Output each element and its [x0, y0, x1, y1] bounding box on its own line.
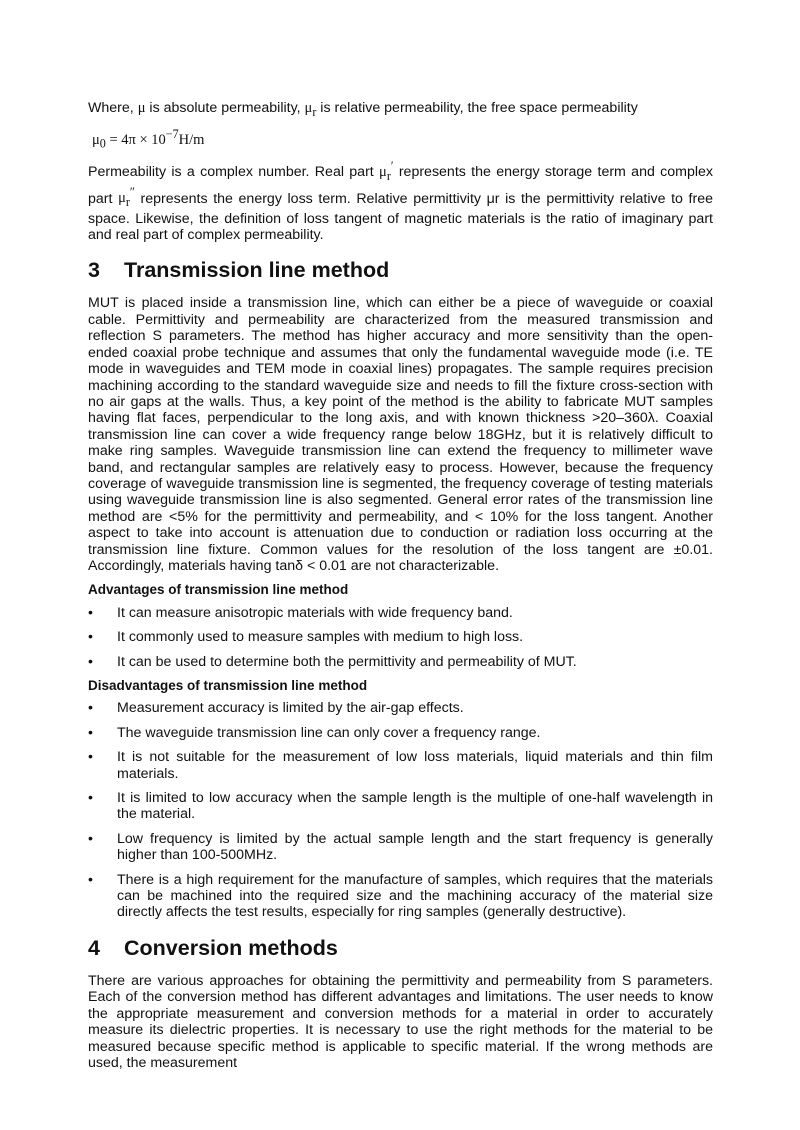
section-3-title: Transmission line method	[124, 258, 390, 283]
permeability-formula: $\mu_0 = 4\pi \times 10^{-7}H/m$	[92, 127, 205, 152]
complex-permeability-paragraph: Permeability is a complex number. Real part $\mu_r'$ represents the energy storage term and complex part $\mu_r''$ represents the energy loss term. Relative permittivity μr is the permittivity relative to free space. Likewise, the definition of loss tangent of magnetic materials is the ratio of imaginary part and real part of complex permeability.	[88, 159, 713, 244]
mu-r-subscript: r	[312, 104, 317, 119]
list-item: • It can be used to determine both the permittivity and permeability of MUT.	[88, 653, 577, 670]
list-item: • It can measure anisotropic materials with wide frequency band.	[88, 604, 513, 621]
list-item: • It is limited to low accuracy when the sample length is the multiple of one-half wavelength in the material.	[88, 790, 713, 823]
mu-r-prime-symbol: $\mu_r'$	[379, 159, 394, 184]
list-item: • The waveguide transmission line can only cover a frequency range.	[88, 724, 541, 741]
section-4-number: 4	[88, 935, 100, 960]
mu-r-symbol: $\mu_r$	[304, 100, 317, 119]
mu-symbol: μ	[137, 100, 146, 116]
where-text-3: is relative permeability, the free space permeability	[320, 100, 638, 116]
section-3-number: 3	[88, 258, 100, 283]
list-item: • Measurement accuracy is limited by the air-gap effects.	[88, 700, 464, 717]
section-3-heading	[88, 257, 713, 283]
list-item: • Low frequency is limited by the actual sample length and the start frequency is generally higher than 100-500MHz.	[88, 830, 713, 864]
section-4-heading	[88, 935, 713, 961]
advantages-list	[88, 605, 713, 670]
disadvantages-heading: Disadvantages of transmission line method	[88, 678, 368, 694]
list-item: • It is not suitable for the measurement of low loss materials, liquid materials and thin film materials.	[88, 749, 713, 782]
where-text-2: is absolute permeability,	[149, 100, 301, 116]
section-4-title: Conversion methods	[124, 935, 338, 960]
mu-r-double-prime-symbol: $\mu_r''$	[118, 185, 135, 210]
section-3-body: MUT is placed inside a transmission line, which can either be a piece of waveguide or coaxial cable. Permittivity and permeability are characterized from the measured transmission and reflection S parameters. The method has higher accuracy and more sensitivity than the open-ended coaxial probe technique and assumes that only the fundamental waveguide mode (i.e. TE mode in waveguides and TEM mode in coaxial lines) propagates. The sample requires precision machining according to the standard waveguide size and needs to fill the fixture cross-section with no air gaps at the walls. Thus, a key point of the method is the ability to fabricate MUT samples having flat faces, perpendicular to the long axis, and with known thickness >20–360λ. Coaxial transmission line can cover a wide frequency range below 18GHz, but it is relatively difficult to make ring samples. Waveguide transmission line can extend the frequency to millimeter wave band, and rectangular samples are relatively easy to process. However, because the frequency coverage of waveguide transmission line is segmented, the frequency coverage of testing materials using waveguide transmission line is also segmented. General error rates of the transmission line method are <5% for the permittivity and permeability, and < 10% for the loss tangent. Another aspect to take into account is attenuation due to conduction or radiation loss occurring at the transmission line fixture. Common values for the resolution of the loss tangent are ±0.01. Accordingly, materials having tanδ < 0.01 are not characterizable.	[88, 295, 713, 574]
disadvantages-list	[88, 700, 713, 920]
document-page	[88, 100, 713, 1071]
list-item: • There is a high requirement for the manufacture of samples, which requires that the materials can be machined into the required size and the machining accuracy of the material size directly affects the test results, especially for ring samples (generally destructive).	[88, 871, 713, 921]
list-item: • It commonly used to measure samples with medium to high loss.	[88, 629, 524, 646]
advantages-heading: Advantages of transmission line method	[88, 582, 349, 598]
where-text-1: Where,	[88, 100, 134, 116]
where-paragraph	[88, 100, 713, 120]
section-4-body: There are various approaches for obtaining the permittivity and permeability from S parameters. Each of the conversion method has different advantages and limitations. The user needs to know the appropriate measurement and conversion methods for a material in order to accurately measure its dielectric properties. It is necessary to use the right methods for the material to be measured because specific method is applicable to specific material. If the wrong methods are used, the measurement	[88, 972, 713, 1071]
